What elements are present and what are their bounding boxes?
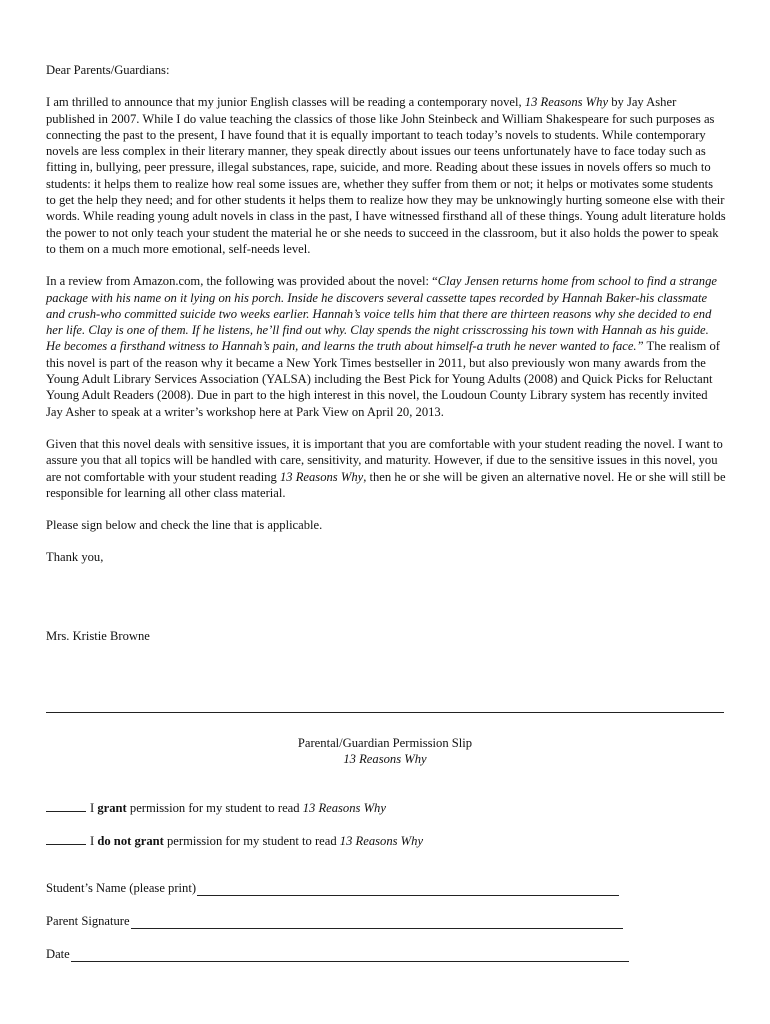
paragraph-review <box>46 273 726 420</box>
parent-signature-label: Parent Signature <box>46 914 130 928</box>
closing: Thank you, <box>46 550 104 565</box>
slip-header <box>46 735 724 768</box>
signature-space <box>46 566 726 628</box>
deny-checkbox-line[interactable] <box>46 832 86 845</box>
paragraph-review-text-a: In a review from Amazon.com, the following was provided about the novel: “ <box>46 274 438 289</box>
signature-name: Mrs. Kristie Browne <box>46 628 150 643</box>
student-name-label: Student’s Name (please print) <box>46 881 197 895</box>
letter-body <box>46 62 726 644</box>
deny-option-pre: I <box>90 834 95 848</box>
student-name-input-line[interactable] <box>197 883 619 896</box>
paragraph-review-text-b: The realism of this novel is part of the reason why it became a New York Times bestseller in 2011, but also previously won many awards from the Young Adult Library Services Association (YALSA) including the Best Pick for Young Adults (2008) and Quick Picks for Reluctant Young Adult Readers (2008). Due in part to the high interest in this novel, the Loudoun County Library system has recently invited Jay Asher to speak at a writer’s workshop here at Park View on April 20, 2013. <box>46 339 720 419</box>
grant-option-book: 13 Reasons Why <box>302 801 386 815</box>
deny-option-text: permission for my student to read <box>167 834 337 848</box>
grant-checkbox-line[interactable] <box>46 799 86 812</box>
date-label: Date <box>46 947 70 961</box>
salutation: Dear Parents/Guardians: <box>46 63 170 77</box>
paragraph-sensitivity-text-a: Given that this novel deals with sensitive issues, it is important that you are comfortable with your student reading the novel. I want to assure you that all topics will be handled with care, sensitivity, and maturity. However, if due to the sensitive issues in this novel, you are not comfortable with your student reading <box>46 436 723 484</box>
grant-option <box>46 799 386 816</box>
date-input-line[interactable] <box>71 949 629 962</box>
date-field <box>46 946 629 962</box>
book-title: 13 Reasons Why <box>279 469 364 484</box>
grant-option-pre: I <box>90 801 95 815</box>
cut-line-divider <box>46 712 724 713</box>
slip-subtitle: 13 Reasons Why <box>343 752 427 767</box>
student-name-field <box>46 880 619 896</box>
parent-signature-input-line[interactable] <box>131 916 623 929</box>
slip-title: Parental/Guardian Permission Slip <box>297 736 473 750</box>
paragraph-sensitivity-text-b: , then he or she will be given an alternative novel. He or she will still be responsible for learning all other class material. <box>46 469 726 500</box>
book-title: 13 Reasons Why <box>524 95 609 110</box>
paragraph-intro-text-a: I am thrilled to announce that my junior English classes will be reading a contemporary novel, <box>46 95 522 110</box>
grant-option-keyword: grant <box>97 801 127 815</box>
deny-option <box>46 832 423 849</box>
paragraph-intro <box>46 94 726 257</box>
paragraph-intro-text-b: by Jay Asher published in 2007. While I do value teaching the classics of those like John Steinbeck and William Shakespeare for such purposes as connecting the past to the present, I have found that it is equally important to teach today’s novels to students. While contemporary novels are less complex in their literary manner, they speak directly about issues our teens unfortunately have to face today such as fitting in, bullying, peer pressure, illegal substances, rape, suicide, and more. Reading about these issues in novels offers so much to students: it helps them to realize how real some issues are, whether they suffer from them or not; it helps or motivates some students to get the help they need; and for other students it helps them to realize how they may be unknowingly hurting someone else with their words. While reading young adult novels in class in the past, I have witnessed firsthand all of these things. Young adult literature holds the power to not only teach your student the material he or she needs to succeed in the classroom, but it also holds the power to speak to them on a much more emotional, self-needs level. <box>46 95 726 256</box>
paragraph-sensitivity <box>46 436 726 501</box>
paragraph-instructions: Please sign below and check the line that is applicable. <box>46 518 323 533</box>
grant-option-text: permission for my student to read <box>129 801 300 815</box>
parent-signature-field <box>46 913 623 929</box>
deny-option-keyword: do not grant <box>97 834 164 848</box>
review-quote: Clay Jensen returns home from school to find a strange package with his name on it lying on his porch. Inside he discovers several cassette tapes recorded by Hannah Baker-his classmate and crush-who committed suicide two weeks earlier. Hannah’s voice tells him that there are thirteen reasons why she decided to end her life. Clay is one of them. If he listens, he’ll find out why. Clay spends the night crisscrossing his town with Hannah as his guide. He becomes a firsthand witness to Hannah’s pain, and learns the truth about himself-a truth he never wanted to face.” <box>46 274 717 354</box>
deny-option-book: 13 Reasons Why <box>339 834 424 848</box>
